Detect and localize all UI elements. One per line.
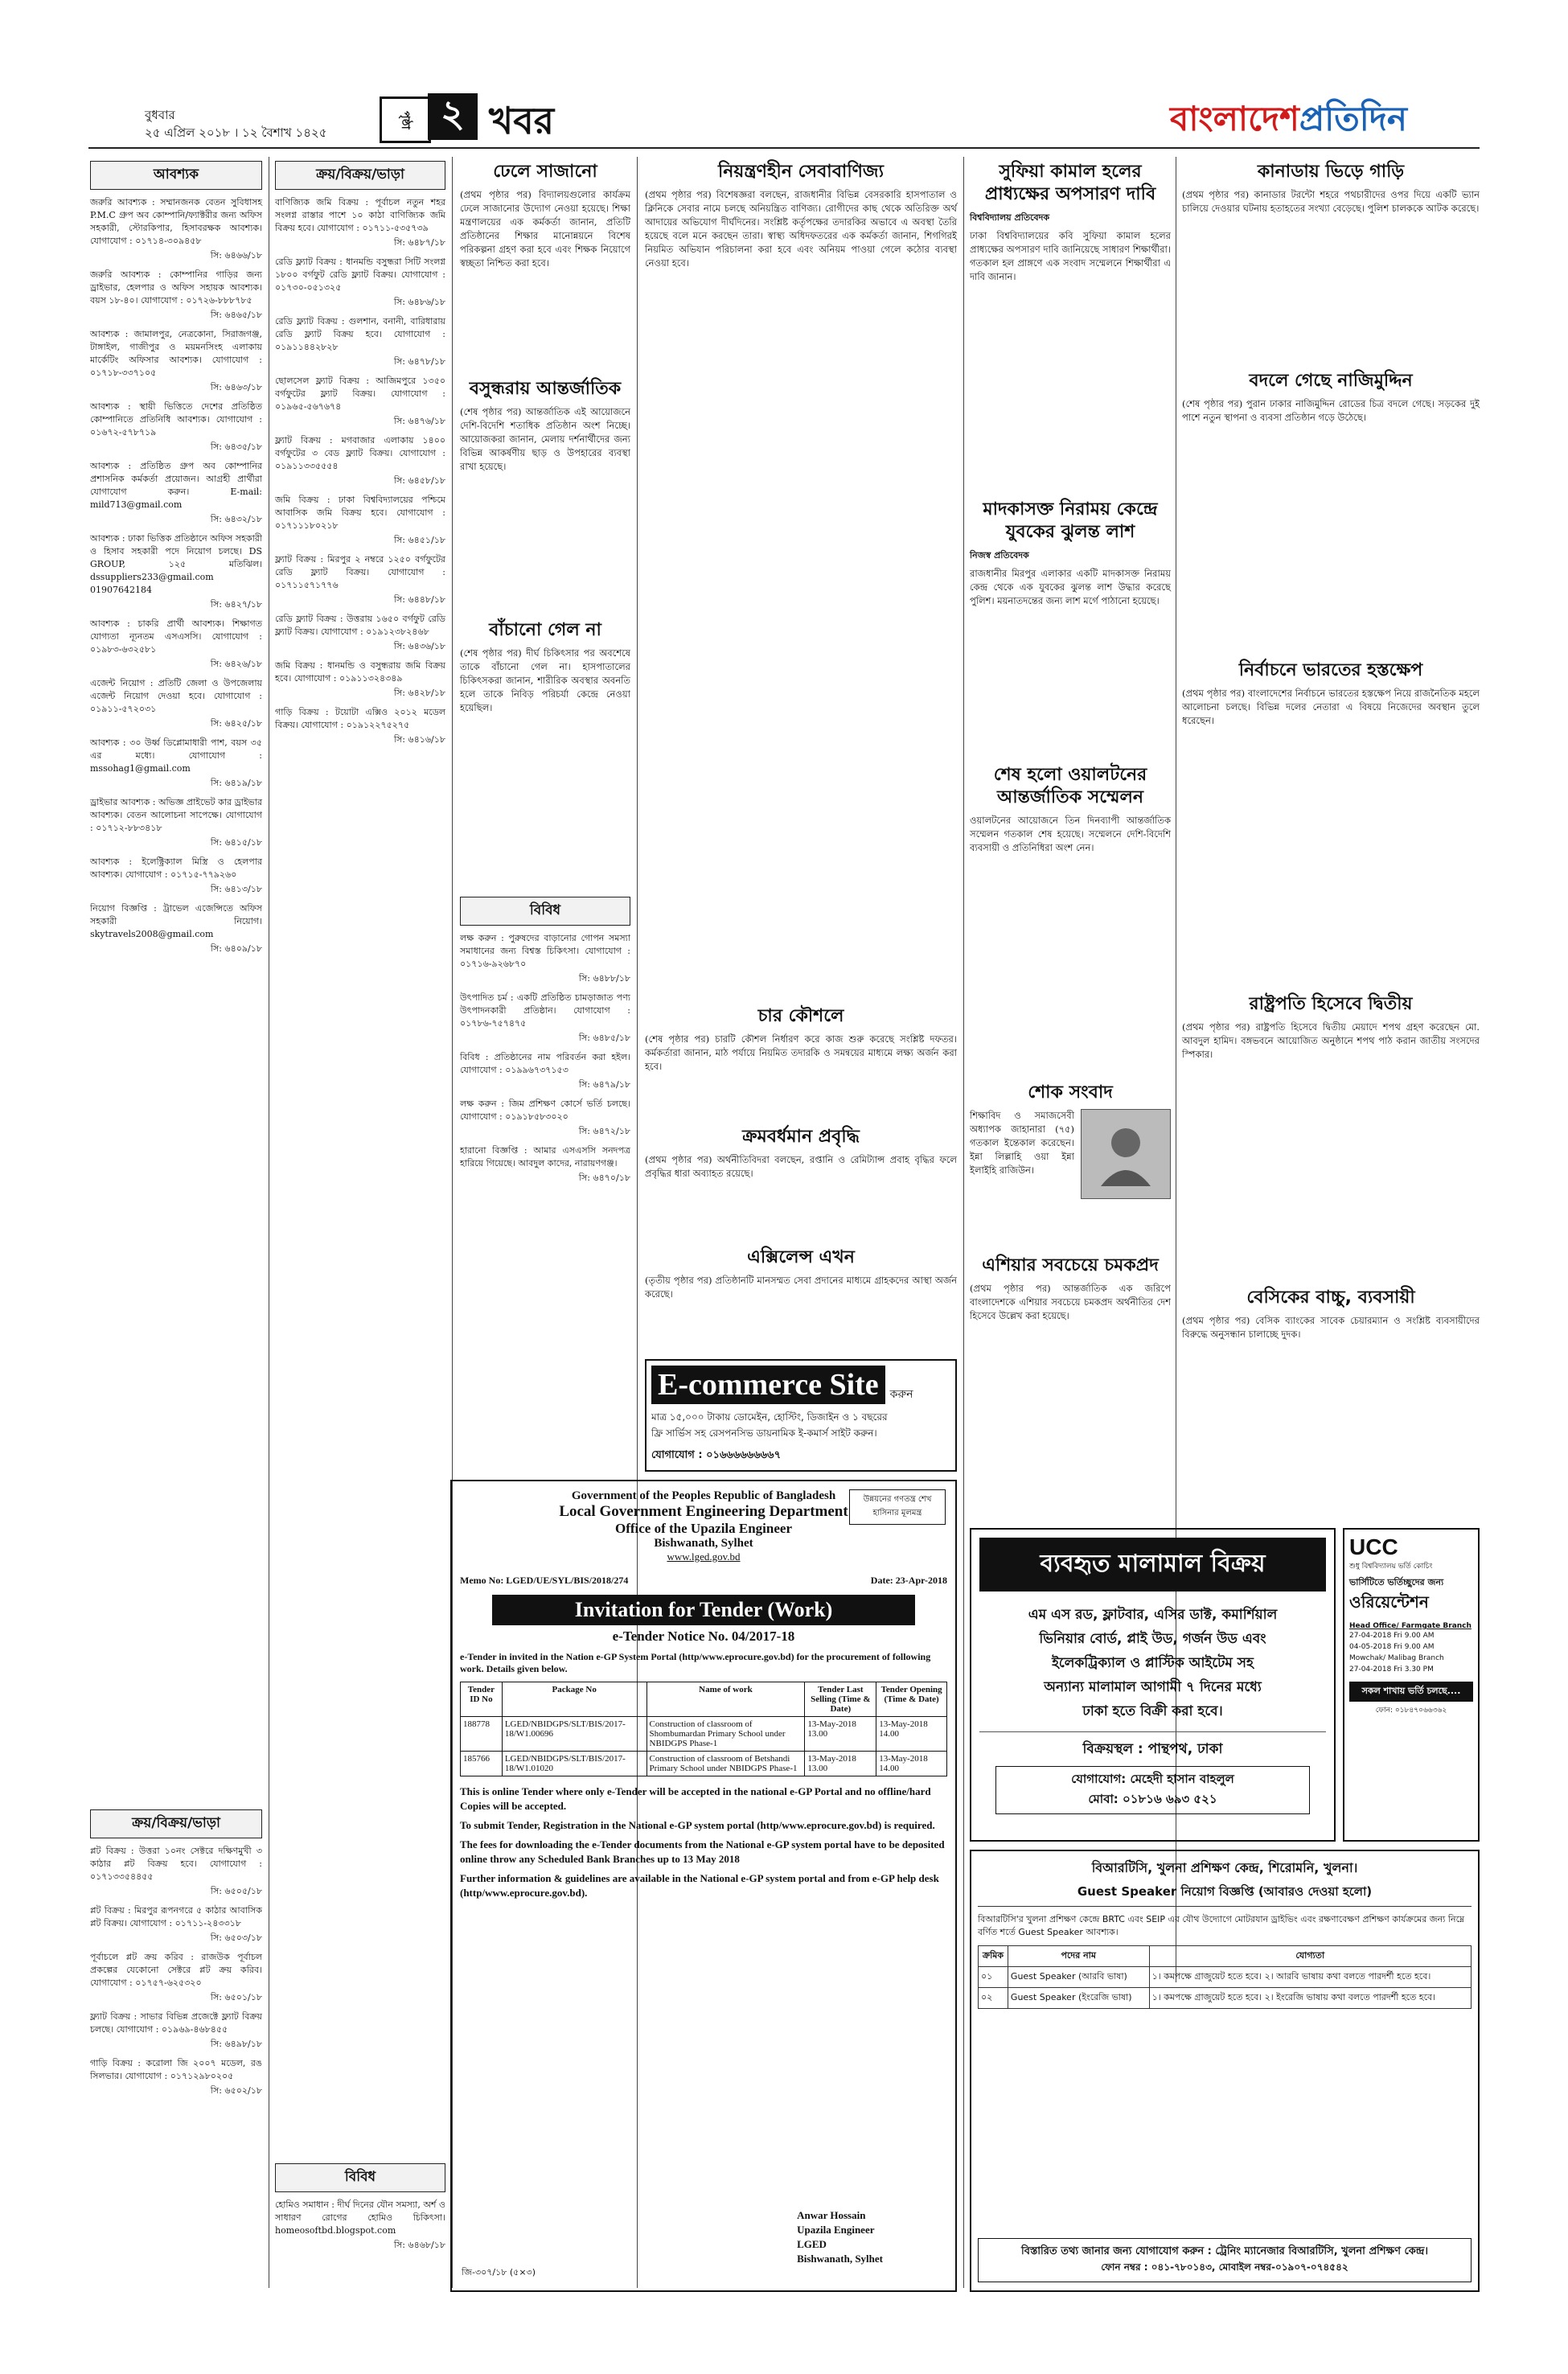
classified-list <box>460 932 630 1185</box>
classified-ad-code: সি: ৬৪২৭/১৮ <box>210 599 262 610</box>
tender-notice <box>450 1480 957 2292</box>
classified-ad-text: গাড়ি বিক্রয় : করোলা জি ২০০৭ মডেল, রঙ সিলভার। যোগাযোগ : ০১৭১২৯৮০২০৫ <box>90 2058 262 2081</box>
classified-ad-code: সি: ৬৪৪৮/১৮ <box>393 594 445 605</box>
table-cell: 188778 <box>461 1717 503 1752</box>
story-election <box>1182 659 1480 728</box>
classified-ad-code: সি: ৬৪৮৬/১৮ <box>393 297 445 307</box>
classifieds-column-1b <box>90 1809 262 2104</box>
tender-notice-no: e-Tender Notice No. 04/2017-18 <box>612 1629 795 1644</box>
tender-note: The fees for downloading the e-Tender documents from the National e-GP system portal have to be deposited online throw any Scheduled Bank Branches up to 13 May 2018 <box>460 1838 945 1865</box>
table-cell: LGED/NBIDGPS/SLT/BIS/2017-18/W1.00696 <box>502 1717 646 1752</box>
story-body: ওয়ালটনের আয়োজনে তিন দিনব্যাপী আন্তর্জাতিক সম্মেলন গতকাল শেষ হয়েছে। সম্মেলনে দেশি-বিদেশি ব্যবসায়ী ও প্রতিনিধিরা অংশ নেন। <box>970 815 1171 853</box>
table-header-cell: Tender ID No <box>461 1682 503 1717</box>
story-body: (প্রথম পৃষ্ঠার পর) কানাডার টরন্টো শহরে পথচারীদের ওপর দিয়ে একটি ভ্যান চালিয়ে দেওয়ার ঘটনায় হতাহতের সংখ্যা বেড়েছে। পুলিশ চালককে আটক করেছে। <box>1182 189 1480 214</box>
section-title: খবর <box>489 99 555 142</box>
story-president <box>1182 993 1480 1062</box>
sale-contact-box <box>995 1766 1310 1814</box>
tender-website-link[interactable]: www.lged.gov.bd <box>667 1550 741 1563</box>
classified-ad-text: ড্রাইভার আবশ্যক : অভিজ্ঞ প্রাইভেট কার ড্রাইভার আবশ্যক। বেতন আলোচনা সাপেক্ষে। যোগাযোগ : ০১৭১২-৮৮৩৪১৮ <box>90 797 262 833</box>
used-goods-sale-ad <box>970 1528 1336 1842</box>
table-cell: ০২ <box>979 1988 1008 2009</box>
table-cell: 13-May-2018 14.00 <box>876 1717 947 1752</box>
classified-ad-text: জমি বিক্রয় : ঢাকা বিশ্ববিদ্যালয়ের পশ্চিমে আবাসিক জমি বিক্রয় হবে। যোগাযোগ : ০১৭১১১৮০২১৮ <box>275 495 445 531</box>
signature-dept: LGED <box>797 2238 827 2250</box>
story-body: (প্রথম পৃষ্ঠার পর) রাষ্ট্রপতি হিসেবে দ্বিতীয় মেয়াদে শপথ গ্রহণ করেছেন মো. আবদুল হামিদ। বঙ্গভবনে আয়োজিত অনুষ্ঠানে শপথ পাঠ করান জাতীয় সংসদের স্পিকার। <box>1182 1021 1480 1060</box>
section-head-misc: বিবিধ <box>460 897 630 926</box>
story-headline: কানাডায় ভিড়ে গাড়ি <box>1257 162 1405 182</box>
story-headline: নির্বাচনে ভারতের হস্তক্ষেপ <box>1238 660 1423 680</box>
sale-contact-name: যোগাযোগ: মেহেদী হাসান বাহলুল <box>1071 1772 1234 1786</box>
guest-title: Guest Speaker নিয়োগ বিজ্ঞপ্তি (আবারও দেওয়া হলো) <box>978 1883 1472 1907</box>
classified-ad-text: রেডি ফ্ল্যাট বিক্রয় : গুলশান, বনানী, বারিধারায় রেডি ফ্ল্যাট বিক্রয় হবে। যোগাযোগ : ০১৯১১৪৪২৮২৮ <box>275 316 445 352</box>
story-canada <box>1182 161 1480 216</box>
sale-contact-phone: মোবা: ০১৮১৬ ৬৯৩ ৫২১ <box>1088 1792 1217 1806</box>
story-four-strategies <box>645 1005 957 1074</box>
table-cell: 13-May-2018 13.00 <box>805 1717 876 1752</box>
classified-ad-code: সি: ৬৪০৯/১৮ <box>210 943 262 954</box>
guest-footer: বিস্তারিত তথ্য জানার জন্য যোগাযোগ করুন : ট্রেনিং ম্যানেজার বিআরটিসি, খুলনা প্রশিক্ষণ কেন্দ্র। <box>1020 2245 1429 2257</box>
page-number: ২ <box>428 93 478 140</box>
classified-list <box>90 196 262 955</box>
date-block <box>145 106 326 142</box>
section-head-wanted: আবশ্যক <box>90 161 262 190</box>
classifieds-column-2 <box>275 161 445 753</box>
story-body: রাজধানীর মিরপুর এলাকার একটি মাদকাসক্ত নিরাময় কেন্দ্র থেকে এক যুবকের ঝুলন্ত লাশ উদ্ধার করেছে পুলিশ। ময়নাতদন্তের জন্য লাশ মর্গে পাঠানো হয়েছে। <box>970 568 1171 606</box>
story-excellence <box>645 1247 957 1301</box>
tender-memo-row <box>460 1575 947 1587</box>
classified-ad-code: সি: ৬৪৬৩/১৮ <box>210 382 262 392</box>
classified-ad-code: সি: ৬৪৯৮/১৮ <box>210 2039 262 2049</box>
ucc-schedule-item: 27-04-2018 Fri 3.30 PM <box>1349 1665 1434 1674</box>
section-head-buy-sell: ক্রয়/বিক্রয়/ভাড়া <box>275 161 445 190</box>
ucc-subtitle: ওরিয়েন্টেশন <box>1349 1592 1429 1612</box>
story-headline: এশিয়ার সবচেয়ে চমকপ্রদ <box>982 1255 1159 1275</box>
column-rule <box>963 157 964 2288</box>
story-body: ঢাকা বিশ্ববিদ্যালয়ের কবি সুফিয়া কামাল হলের প্রাধ্যক্ষের অপসারণ দাবি জানিয়েছে সাধারণ শিক্ষার্থীরা। গতকাল হল প্রাঙ্গণে এক সংবাদ সম্মেলনে শিক্ষার্থীরা এ দাবি জানান। <box>970 230 1171 282</box>
guest-org: বিআরটিসি, খুলনা প্রশিক্ষণ কেন্দ্র, শিরোমনি, খুলনা। <box>1091 1860 1358 1875</box>
classified-ad-text: ফ্ল্যাট বিক্রয় : মগবাজার এলাকায় ১৪০০ বর্গফুটের ৩ বেড ফ্ল্যাট বিক্রয়। যোগাযোগ : ০১৯১১৩৩৫৫৫৪ <box>275 435 445 471</box>
obituary-photo <box>1081 1109 1171 1199</box>
story-bashundhara <box>460 378 630 474</box>
tender-table <box>460 1682 947 1776</box>
table-cell: ১। কমপক্ষে গ্রাজুয়েট হতে হবে। ২। আরবি ভাষায় কথা বলতে পারদর্শী হতে হবে। <box>1149 1967 1471 1988</box>
classified-ad-text: বিবিধ : প্রতিষ্ঠানের নাম পরিবর্তন করা হইল। যোগাযোগ : ০১৯৯৬৭৩৭১৫৩ <box>460 1052 630 1075</box>
table-cell: Construction of classroom of Betshandi Primary School under NBIDGPS Phase-1 <box>646 1752 805 1776</box>
classified-ad-code: সি: ৬৪৬৬/১৮ <box>210 250 262 261</box>
story-dhele-sajano <box>460 161 630 270</box>
story-byline: নিজস্ব প্রতিবেদক <box>970 550 1029 561</box>
story-headline: মাদকাসক্ত নিরাময় কেন্দ্রে যুবকের ঝুলন্ত লাশ <box>983 499 1158 542</box>
guest-table-header <box>979 1946 1472 1967</box>
story-body: (প্রথম পৃষ্ঠার পর) আন্তর্জাতিক এক জরিপে বাংলাদেশকে এশিয়ার সবচেয়ে চমকপ্রদ অর্থনীতির দেশ হিসেবে উল্লেখ করা হয়েছে। <box>970 1283 1171 1321</box>
tender-line-4: Bishwanath, Sylhet <box>654 1537 753 1550</box>
classified-ad-text: হারানো বিজ্ঞপ্তি : আমার এসএসসি সনদপত্র হারিয়ে গিয়েছে। আবদুল কাদের, নারায়ণগঞ্জ। <box>460 1145 630 1169</box>
table-header-cell: Tender Opening (Time & Date) <box>876 1682 947 1717</box>
story-nazimuddin <box>1182 370 1480 425</box>
ucc-logo: UCC <box>1349 1534 1398 1559</box>
ucc-logo-row <box>1349 1534 1473 1560</box>
story-headline: চার কৌশলে <box>757 1006 844 1026</box>
guest-footer-box <box>978 2238 1472 2282</box>
classified-list <box>275 2199 445 2252</box>
classified-ad-text: পূর্বাচলে প্লট ক্রয় করিব : রাজউক পূর্বাচল প্রকল্পের যেকোনো সেক্টরে প্লট ক্রয় করিব। যোগাযোগ : ০১৭৫৭-৬২৫৩২০ <box>90 1952 262 1988</box>
story-body: (প্রথম পৃষ্ঠার পর) বাংলাদেশের নির্বাচনে ভারতের হস্তক্ষেপ নিয়ে রাজনৈতিক মহলে আলোচনা চলছে। বিভিন্ন দলের নেতারা এ বিষয়ে নিজেদের অবস্থান তুলে ধরেছেন। <box>1182 688 1480 726</box>
story-growth <box>645 1126 957 1181</box>
classified-ad-code: সি: ৬৪৭৮/১৮ <box>393 356 445 367</box>
classified-ad-text: আবশ্যক : চাকরি প্রার্থী আবশ্যক। শিক্ষাগত যোগ্যতা ন্যূনতম এসএসসি। যোগাযোগ : ০১৯৮৩-৬৩২৫৮১ <box>90 618 262 655</box>
story-asia <box>970 1255 1171 1323</box>
brand-logo[interactable] <box>1170 92 1407 150</box>
story-headline: ক্রমবর্ধমান প্রবৃদ্ধি <box>742 1127 860 1147</box>
story-service-trade <box>645 161 957 270</box>
signature-place: Bishwanath, Sylhet <box>797 2253 883 2265</box>
ucc-title: ভার্সিটিতে ভর্তিচ্ছুদের জন্য <box>1349 1577 1444 1587</box>
sale-line: এম এস রড, ফ্লাটবার, এসির ডাক্ট, কমার্শিয়াল <box>1028 1607 1278 1623</box>
story-body: শিক্ষাবিদ ও সমাজসেবী অধ্যাপক জাহানারা (৭৫) গতকাল ইন্তেকাল করেছেন। ইন্না লিল্লাহি ওয়া ইন্না ইলাইহি রাজিউন। <box>970 1110 1074 1176</box>
sale-line: ইলেকট্রিক্যাল ও প্লাস্টিক আইটেম সহ <box>1052 1655 1254 1671</box>
ecommerce-sub-1: মাত্র ১৫,০০০ টাকায় ডোমেইন, হোস্টিং, ডিজাইন ও ১ বছরের <box>651 1411 888 1423</box>
classified-ad-code: সি: ৬৫০৩/১৮ <box>210 1932 262 1943</box>
classified-ad-code: সি: ৬৪২৬/১৮ <box>210 659 262 669</box>
classified-ad-code: সি: ৬৪১৩/১৮ <box>210 884 262 894</box>
ucc-schedule <box>1349 1630 1473 1675</box>
page-word: পৃষ্ঠা <box>399 110 412 129</box>
classified-ad-text: আবশ্যক : জামালপুর, নেত্রকোনা, সিরাজগঞ্জ, টাঙ্গাইল, গাজীপুর ও ময়মনসিংহ এলাকায় মার্কেটিং অফিসার আবশ্যক। যোগাযোগ : ০১৭১৮-৩৩৭১০৫ <box>90 329 262 378</box>
tender-memo: Memo No: LGED/UE/SYL/BIS/2018/274 <box>460 1575 629 1586</box>
classified-ad-code: সি: ৬৪২৫/১৮ <box>210 718 262 729</box>
classified-ad-code: সি: ৬৫০৫/১৮ <box>210 1886 262 1896</box>
story-body: (প্রথম পৃষ্ঠার পর) বিশেষজ্ঞরা বলছেন, রাজধানীর বিভিন্ন বেসরকারি হাসপাতাল ও ক্লিনিকে সেবার নামে চলছে অনিয়ন্ত্রিত বাণিজ্য। রোগীদের কাছ থেকে অতিরিক্ত অর্থ আদায়ের অভিযোগ দীর্ঘদিনের। সংশ্লিষ্ট কর্তৃপক্ষের তদারকির অভাবে এ অবস্থা তৈরি হয়েছে বলে মনে করছেন তারা। স্বাস্থ্য অধিদফতরের এক কর্মকর্তা জানান, শিগগিরই নিয়মিত অভিযান পরিচালনা করা হবে এবং অনিয়ম পাওয়া গেলে কঠোর ব্যবস্থা নেওয়া হবে। <box>645 189 957 269</box>
table-header-cell: ক্রমিক <box>979 1946 1008 1967</box>
classified-ad-text: জরুরি আবশ্যক : কোম্পানির গাড়ির জন্য ড্রাইভার, হেলপার ও অফিস সহায়ক আবশ্যক। বয়স ১৮-৪০। যোগাযোগ : ০১৭২৬-৮৮৮৭৮৫ <box>90 269 262 306</box>
section-head-buy-sell: ক্রয়/বিক্রয়/ভাড়া <box>90 1809 262 1838</box>
guest-row <box>979 1967 1472 1988</box>
story-headline: সুফিয়া কামাল হলের প্রাধ্যক্ষের অপসারণ দাবি <box>984 162 1156 204</box>
table-cell: Construction of classroom of Shombumardan Primary School under NBIDGPS Phase-1 <box>646 1717 805 1752</box>
sale-line: ঢাকা হতে বিক্রী করা হবে। <box>1082 1703 1223 1719</box>
story-headline: বেসিকের বাচ্চু, ব্যবসায়ী <box>1246 1288 1415 1308</box>
classified-ad-code: সি: ৬৪৭৬/১৮ <box>393 416 445 426</box>
tender-line-1: Government of the Peoples Republic of Bangladesh <box>571 1489 836 1502</box>
story-headline: বদলে গেছে নাজিমুদ্দিন <box>1249 371 1413 391</box>
guest-row <box>979 1988 1472 2009</box>
ucc-coaching-ad <box>1343 1528 1480 1842</box>
story-headline: শোক সংবাদ <box>1028 1082 1113 1103</box>
tender-gd-code: জি-৩০৭/১৮ (৫×৩) <box>462 2267 536 2277</box>
classified-ad-code: সি: ৬৪৩৫/১৮ <box>210 442 262 452</box>
story-headline: বাঁচানো গেল না <box>489 620 601 640</box>
classified-ad-code: সি: ৬৪৭০/১৮ <box>578 1173 630 1183</box>
classified-ad-text: আবশ্যক : ইলেক্ট্রিক্যাল মিস্ত্রি ও হেলপার আবশ্যক। যোগাযোগ : ০১৭১৫-৭৭৯২৬০ <box>90 856 262 880</box>
table-header-cell: Tender Last Selling (Time & Date) <box>805 1682 876 1717</box>
classified-ad-code: সি: ৬৪৬৫/১৮ <box>210 310 262 320</box>
day-label: বুধবার <box>145 108 175 122</box>
classified-ad-code: সি: ৬৪৮৮/১৮ <box>578 973 630 984</box>
table-header-cell: পদের নাম <box>1008 1946 1149 1967</box>
signature-name: Anwar Hossain <box>797 2209 866 2221</box>
header-rule <box>88 147 1480 149</box>
story-rehab-death <box>970 499 1171 608</box>
classified-ad-text: আবশ্যক : স্থায়ী ভিত্তিতে দেশের প্রতিষ্ঠিত কোম্পানিতে প্রতিনিধি আবশ্যক। যোগাযোগ : ০১৬৭২-৫৭৮৭১৯ <box>90 401 262 437</box>
table-cell: Guest Speaker (আরবি ভাষা) <box>1008 1967 1149 1988</box>
classified-list <box>90 1845 262 2097</box>
ecommerce-sub-2: ফ্রি সার্ভিস সহ রেসপনসিভ ডায়নামিক ই-কমার্স সাইট করুন। <box>651 1427 877 1439</box>
classified-ad-text: এজেন্ট নিয়োগ : প্রতিটি জেলা ও উপজেলায় এজেন্ট নিয়োগ দেওয়া হবে। যোগাযোগ : ০১৯১১-৫৭২০৩১ <box>90 678 262 714</box>
tender-table-header <box>461 1682 947 1717</box>
tender-note: This is online Tender where only e-Tender will be accepted in the national e-GP Portal and no offline/hard Copies will be accepted. <box>460 1785 931 1812</box>
story-body: (শেষ পৃষ্ঠার পর) চারটি কৌশল নির্ধারণ করে কাজ শুরু করেছে সংশ্লিষ্ট দফতর। কর্মকর্তারা জানান, মাঠ পর্যায়ে নিয়মিত তদারকি ও সমন্বয়ের মাধ্যমে লক্ষ্য অর্জন করা হবে। <box>645 1033 957 1072</box>
classified-ad-text: গাড়ি বিক্রয় : টয়োটা এক্সিও ২০১২ মডেল বিক্রয়। যোগাযোগ : ০১৯১২২৭৫২৭৫ <box>275 707 445 730</box>
table-cell: LGED/NBIDGPS/SLT/BIS/2017-18/W1.01020 <box>502 1752 646 1776</box>
guest-intro: বিআরটিসি'র খুলনা প্রশিক্ষণ কেন্দ্রে BRTC এবং SEIP এর যৌথ উদ্যোগে মোটরযান ড্রাইভিং এবং রক্ষণাবেক্ষণ প্রশিক্ষণ কার্যক্রমের জন্য নিম্নে বর্ণিত শর্তে Guest Speaker আবশ্যক। <box>978 1914 1465 1937</box>
classified-ad-text: বাণিজ্যিক জমি বিক্রয় : পূর্বাচল নতুন শহর সংলগ্ন রাস্তার পাশে ১০ কাঠা বাণিজ্যিক জমি বিক্রয় হবে। যোগাযোগ : ০১৭১১-৫৩৫৭৩৯ <box>275 197 445 233</box>
table-cell: ০১ <box>979 1967 1008 1988</box>
classified-ad-text: রেডি ফ্ল্যাট বিক্রয় : ধানমন্ডি বসুন্ধরা সিটি সংলগ্ন ১৮০০ বর্গফুট রেডি ফ্ল্যাট বিক্রয়। যোগাযোগ : ০১৭৩০-০৫১৩২৫ <box>275 257 445 293</box>
story-walton <box>970 764 1171 855</box>
classified-ad-text: ফ্ল্যাট বিক্রয় : সাভার বিভিন্ন প্রজেক্টে ফ্ল্যাট বিক্রয় চলছে। যোগাযোগ : ০১৯৬৯-৪৬৮৪৫৫ <box>90 2011 262 2035</box>
story-body: (প্রথম পৃষ্ঠার পর) বেসিক ব্যাংকের সাবেক চেয়ারম্যান ও সংশ্লিষ্ট ব্যবসায়ীদের বিরুদ্ধে অনুসন্ধান চালাচ্ছে দুদক। <box>1182 1315 1480 1340</box>
classified-ad-text: উৎপাদিত চর্ম : একটি প্রতিষ্ঠিত চামড়াজাত পণ্য উৎপাদনকারী প্রতিষ্ঠান। যোগাযোগ : ০১৭৮৬-৭৫৭৪৭৫ <box>460 992 630 1029</box>
obituary-row <box>970 1109 1171 1199</box>
ucc-footer: সকল শাখায় ভর্তি চলছে.... <box>1349 1682 1473 1702</box>
classified-ad-text: আবশ্যক : ঢাকা ভিত্তিক প্রতিষ্ঠানে অফিস সহকারী ও হিসাব সহকারী পদে নিয়োগ চলছে। DS GROUP, ১২৫ মতিঝিল। dssuppliers233@gmail.com 01907642184 <box>90 533 262 595</box>
ecommerce-contact: যোগাযোগ : ০১৬৬৬৬৬৬৬৬৭ <box>651 1449 782 1461</box>
sale-title: ব্যবহৃত মালামাল বিক্রয় <box>979 1538 1326 1592</box>
classified-ad-text: জমি বিক্রয় : ধানমন্ডি ও বসুন্ধরায় জমি বিক্রয় হবে। যোগাযোগ : ০১৯১১৩২৪৩৪৯ <box>275 660 445 684</box>
ucc-schedule-item: Mowchak/ Malibag Branch <box>1349 1654 1444 1662</box>
tender-intro: e-Tender in invited in the Nation e-GP System Portal (http/www.eprocure.gov.bd) for the procurement of following work. Details given below. <box>460 1651 931 1674</box>
classified-list <box>275 196 445 746</box>
tender-line-2: Local Government Engineering Department <box>559 1503 848 1520</box>
table-cell: Guest Speaker (ইংরেজি ভাষা) <box>1008 1988 1149 2009</box>
story-headline: ঢেলে সাজানো <box>493 162 597 182</box>
guest-speaker-ad <box>970 1850 1480 2292</box>
tender-row <box>461 1752 947 1776</box>
classifieds-column-2b <box>275 2163 445 2258</box>
classified-ad-text: ফ্ল্যাট বিক্রয় : মিরপুর ২ নম্বরে ১২৫০ বর্গফুটের রেডি ফ্ল্যাট বিক্রয়। যোগাযোগ : ০১৭১১৫৭১৭৭৬ <box>275 554 445 590</box>
classified-ad-code: সি: ৬৪৩৬/১৮ <box>393 641 445 651</box>
table-header-cell: Name of work <box>646 1682 805 1717</box>
ecommerce-suffix: করুন <box>889 1388 913 1401</box>
classified-ad-text: আবশ্যক : প্রতিষ্ঠিত গ্রুপ অব কোম্পানির প্রশাসনিক কর্মকর্তা প্রয়োজন। আগ্রহী প্রার্থীরা যোগাযোগ করুন। E-mail: mild713@gmail.com <box>90 461 262 510</box>
classified-ad-text: লক্ষ করুন : জিম প্রশিক্ষণ কোর্সে ভর্তি চলছে। যোগাযোগ : ০১৯১৮৫৮৩০২০ <box>460 1099 630 1122</box>
table-header-cell: Package No <box>502 1682 646 1717</box>
section-head-misc: বিবিধ <box>275 2163 445 2192</box>
classified-ad-code: সি: ৬৪৫৮/১৮ <box>393 475 445 486</box>
story-headline: নিয়ন্ত্রণহীন সেবাবাণিজ্য <box>718 162 884 182</box>
classified-ad-code: সি: ৬৪১৬/১৮ <box>393 734 445 745</box>
tender-title: Invitation for Tender (Work) <box>492 1595 915 1625</box>
ucc-schedule-item: 27-04-2018 Fri 9.00 AM <box>1349 1632 1435 1640</box>
tender-note: To submit Tender, Registration in the National e-GP system portal (http/www.eprocure.gov.bd) is required. <box>460 1819 935 1831</box>
classified-ad-code: সি: ৬৫০১/১৮ <box>210 1992 262 2002</box>
table-header-cell: যোগ্যতা <box>1149 1946 1471 1967</box>
story-byline: বিশ্ববিদ্যালয় প্রতিবেদক <box>970 212 1050 223</box>
tender-date: Date: 23-Apr-2018 <box>870 1575 947 1586</box>
ucc-branch: Head Office/ Farmgate Branch <box>1349 1622 1472 1630</box>
page-word-box <box>380 97 431 143</box>
story-headline: এক্সিলেন্স এখন <box>747 1247 855 1267</box>
classified-ad-text: রেডি ফ্ল্যাট বিক্রয় : উত্তরায় ১৬৫০ বর্গফুট রেডি ফ্ল্যাট বিক্রয়। যোগাযোগ : ০১৯১২৩৮২৪৬৮ <box>275 614 445 637</box>
ucc-tag: শুধু বিশ্ববিদ্যালয় ভর্তি কোচিং <box>1349 1563 1433 1571</box>
ucc-schedule-item: 04-05-2018 Fri 9.00 AM <box>1349 1643 1435 1651</box>
story-obituary <box>970 1082 1171 1199</box>
story-headline: বসুন্ধরায় আন্তর্জাতিক <box>469 379 622 399</box>
classified-ad-code: সি: ৬৫০২/১৮ <box>210 2085 262 2096</box>
classified-ad-code: সি: ৬৪৬৮/১৮ <box>393 2240 445 2250</box>
table-cell: 13-May-2018 13.00 <box>805 1752 876 1776</box>
sale-place: বিক্রয়স্থল : পান্থপথ, ঢাকা <box>1082 1741 1223 1757</box>
story-sufia-kamal <box>970 161 1171 284</box>
classified-ad-text: প্লট বিক্রয় : মিরপুর রূপনগরে ৫ কাঠার আবাসিক প্লট বিক্রয়। যোগাযোগ : ০১৭১১-২৪৩৩১৮ <box>90 1905 262 1928</box>
guest-phone: ফোন নম্বর : ০৪১-৭৮০১৪৩, মোবাইল নম্বর-০১৯০৭-০৭৪৫৪২ <box>1101 2261 1348 2273</box>
brand-part-1: বাংলাদেশ <box>1170 99 1299 138</box>
classified-ad-code: সি: ৬৪৮৭/১৮ <box>393 237 445 248</box>
classified-ad-text: হোমিও সমাধান : দীর্ঘ দিনের যৌন সমস্যা, অর্শ ও সাধারণ রোগের হোমিও চিকিৎসা। homeosoftbd.blogspot.com <box>275 2199 445 2236</box>
tender-line-3: Office of the Upazila Engineer <box>614 1521 792 1536</box>
classified-ad-text: আবশ্যক : ৩০ উর্ধ্ব ডিপ্লোমাধারী পাশ, বয়স ৩৫ এর মধ্যে। যোগাযোগ : mssohag1@gmail.com <box>90 737 262 774</box>
ucc-phone: ফোন: ০১৮৪৭০৬৬৩৬২ <box>1375 1707 1447 1715</box>
classified-ad-code: সি: ৬৪৭৯/১৮ <box>578 1079 630 1090</box>
ecommerce-ad[interactable] <box>645 1359 957 1472</box>
story-body: (শেষ পৃষ্ঠার পর) আন্তর্জাতিক এই আয়োজনে দেশি-বিদেশি শতাধিক প্রতিষ্ঠান অংশ নিচ্ছে। আয়োজকরা জানান, মেলায় দর্শনার্থীদের জন্য বিভিন্ন আকর্ষণীয় ছাড় ও উপহারের ব্যবস্থা রাখা হয়েছে। <box>460 406 630 472</box>
tender-note: Further information & guidelines are available in the National e-GP system portal and from e-GP help desk (http/www.eprocure.gov.bd). <box>460 1872 939 1899</box>
ecommerce-title-row <box>651 1366 950 1404</box>
story-basic-bank <box>1182 1287 1480 1341</box>
classifieds-column-3 <box>460 897 630 1191</box>
signature-title: Upazila Engineer <box>797 2224 875 2236</box>
table-cell: ১। কমপক্ষে গ্রাজুয়েট হতে হবে। ২। ইংরেজি ভাষায় কথা বলতে পারদর্শী হতে হবে। <box>1149 1988 1471 2009</box>
story-body: (প্রথম পৃষ্ঠার পর) বিদ্যালয়গুলোর কার্যক্রম ঢেলে সাজানোর উদ্যোগ নেওয়া হয়েছে। শিক্ষা মন্ত্রণালয়ের এক কর্মকর্তা জানান, প্রতিটি প্রতিষ্ঠানের শিক্ষার মানোন্নয়নে বিশেষ পরিকল্পনা গ্রহণ করা হবে এবং শিক্ষক নিয়োগে স্বচ্ছতা নিশ্চিত করা হবে। <box>460 189 630 269</box>
sale-line: ভিনিয়ার বোর্ড, প্লাই উড, গর্জন উড এবং <box>1039 1631 1266 1647</box>
tender-signature <box>797 2208 883 2266</box>
classified-ad-code: সি: ৬৪৭২/১৮ <box>578 1126 630 1136</box>
ecommerce-title: E-commerce Site <box>651 1366 885 1404</box>
classified-ad-text: ছোলসেল ফ্ল্যাট বিক্রয় : আজিমপুরে ১৩৫০ বর্গফুটের ফ্ল্যাট বিক্রয়। যোগাযোগ : ০১৯৬৫-৫৬৭৬৭৪ <box>275 376 445 412</box>
table-cell: 185766 <box>461 1752 503 1776</box>
story-body: (প্রথম পৃষ্ঠার পর) অর্থনীতিবিদরা বলছেন, রপ্তানি ও রেমিট্যান্স প্রবাহ বৃদ্ধির ফলে প্রবৃদ্ধির ধারা অব্যাহত রয়েছে। <box>645 1154 957 1179</box>
story-headline: শেষ হলো ওয়ালটনের আন্তর্জাতিক সম্মেলন <box>993 765 1147 807</box>
tender-notes <box>460 1785 947 1900</box>
classified-ad-text: জরুরি আবশ্যক : সম্মানজনক বেতন সুবিধাসহ P.M.C গ্রুপ অব কোম্পানি/ফ্যাক্টরীর জন্য অফিস সহকারী, স্টোরকিপার, হিসাবরক্ষক আবশ্যক। যোগাযোগ : ০১৭১৪-৩০৯৪৫৮ <box>90 197 262 246</box>
tender-row <box>461 1717 947 1752</box>
tender-badge: উন্নয়নের গণতন্ত্র শেখ হাসিনার মূলমন্ত্র <box>849 1489 946 1525</box>
story-body: (তৃতীয় পৃষ্ঠার পর) প্রতিষ্ঠানটি মানসম্মত সেবা প্রদানের মাধ্যমে গ্রাহকদের আস্থা অর্জন করেছে। <box>645 1275 957 1300</box>
table-cell: 13-May-2018 14.00 <box>876 1752 947 1776</box>
story-body: (শেষ পৃষ্ঠার পর) পুরান ঢাকার নাজিমুদ্দিন রোডের চিত্র বদলে গেছে। সড়কের দুই পাশে নতুন স্থাপনা ও ব্যবসা প্রতিষ্ঠান গড়ে উঠেছে। <box>1182 398 1480 423</box>
classifieds-column-1 <box>90 161 262 962</box>
portrait-icon <box>1098 1122 1154 1186</box>
classified-ad-code: সি: ৬৪১৯/১৮ <box>210 778 262 788</box>
sale-line: অন্যান্য মালামাল আগামী ৭ দিনের মধ্যে <box>1044 1679 1262 1695</box>
brand-part-2: প্রতিদিন <box>1299 99 1407 138</box>
date-label: ২৫ এপ্রিল ২০১৮ । ১২ বৈশাখ ১৪২৫ <box>145 125 327 140</box>
classified-ad-code: সি: ৬৪১৫/১৮ <box>210 837 262 848</box>
classified-ad-text: নিয়োগ বিজ্ঞপ্তি : ট্রাভেল এজেন্সিতে অফিস সহকারী নিয়োগ। skytravels2008@gmail.com <box>90 903 262 939</box>
story-banchano <box>460 619 630 715</box>
story-body: (শেষ পৃষ্ঠার পর) দীর্ঘ চিকিৎসার পর অবশেষে তাকে বাঁচানো গেল না। হাসপাতালের চিকিৎসকরা জানান, শারীরিক অবস্থার অবনতি হলে তাকে নিবিড় পরিচর্যা কেন্দ্রে নেওয়া হয়েছিল। <box>460 647 630 713</box>
story-headline: রাষ্ট্রপতি হিসেবে দ্বিতীয় <box>1249 994 1413 1014</box>
classified-ad-code: সি: ৬৪৫১/১৮ <box>393 535 445 545</box>
classified-ad-code: সি: ৬৪৩২/১৮ <box>210 514 262 524</box>
guest-speaker-table <box>978 1945 1472 2009</box>
classified-ad-code: সি: ৬৪৮৫/১৮ <box>578 1033 630 1043</box>
classified-ad-text: প্লট বিক্রয় : উত্তরা ১০নং সেক্টরে দক্ষিণমুখী ৩ কাঠার প্লট বিক্রয় হবে। যোগাযোগ : ০১৭১৩৩৫৪৪৫৫ <box>90 1846 262 1882</box>
classified-ad-code: সি: ৬৪২৮/১৮ <box>393 688 445 698</box>
classified-ad-text: লক্ষ করুন : পুরুষদের বাড়ানোর গোপন সমস্যা সমাধানের জন্য বিশ্বস্ত চিকিৎসা। যোগাযোগ : ০১৭১৬-৯২৬৮৭০ <box>460 933 630 969</box>
